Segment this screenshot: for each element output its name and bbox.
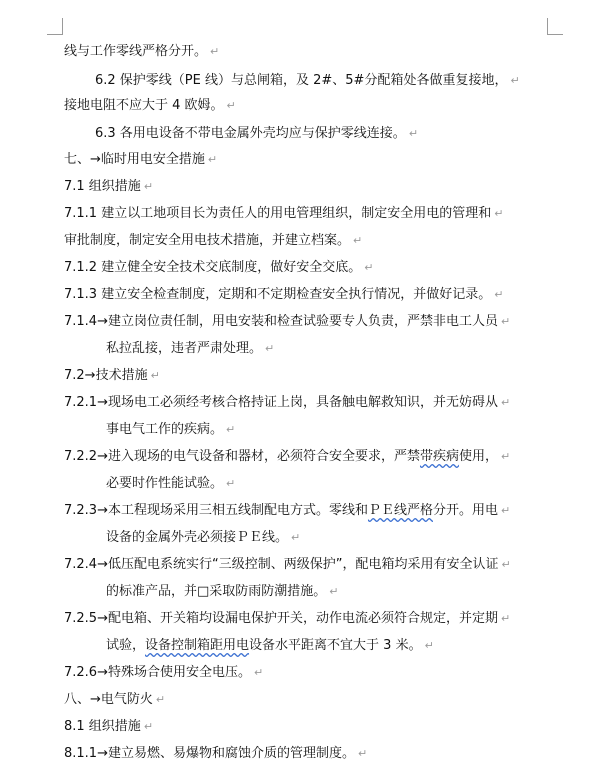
- line-text: 7.1.1 建立以工地项目长为责任人的用电管理组织，制定安全用电的管理和: [64, 206, 492, 221]
- paragraph-mark-icon: ↵: [501, 504, 511, 517]
- document-line: [64, 286, 503, 304]
- paragraph-mark-icon: ↵: [510, 74, 520, 87]
- paragraph-mark-icon: ↵: [357, 747, 368, 760]
- document-line: [64, 394, 510, 412]
- line-text: 事电气工作的疾病。: [106, 422, 224, 437]
- document-line: [64, 718, 153, 736]
- line-text: 必要时作性能试验。: [106, 476, 224, 491]
- paragraph-mark-icon: ↵: [226, 99, 236, 112]
- document-line: [64, 691, 165, 709]
- paragraph-mark-icon: ↵: [494, 207, 504, 220]
- paragraph-mark-icon: ↵: [150, 369, 160, 382]
- document-line: [106, 529, 300, 547]
- paragraph-mark-icon: ↵: [291, 531, 301, 544]
- paragraph-mark-icon: ↵: [207, 153, 218, 166]
- line-text: 8.1 组织措施: [64, 719, 141, 734]
- document-line: [64, 151, 217, 169]
- line-text: 7.2.5→配电箱、开关箱均设漏电保护开关，动作电流必须符合规定，并定期: [64, 611, 498, 626]
- paragraph-mark-icon: ↵: [226, 423, 236, 436]
- document-line: [64, 556, 511, 574]
- paragraph-mark-icon: ↵: [364, 261, 374, 274]
- document-line: [106, 475, 235, 493]
- line-text: 7.2→技术措施: [64, 368, 148, 383]
- document-line: [64, 745, 367, 763]
- line-text: 七、→临时用电安全措施: [64, 152, 205, 167]
- crop-mark-top-right-h: [547, 34, 563, 35]
- line-text: 私拉乱接，违者严肃处理。: [106, 341, 263, 356]
- paragraph-mark-icon: ↵: [226, 477, 236, 490]
- line-text: 7.1.4→建立岗位责任制，用电安装和检查试验要专人负责，严禁非电工人员: [64, 314, 498, 329]
- document-line: [106, 583, 339, 601]
- document-line: [106, 421, 235, 439]
- document-line: [64, 232, 362, 250]
- paragraph-mark-icon: ↵: [253, 666, 264, 679]
- document-line: [64, 43, 219, 61]
- paragraph-mark-icon: ↵: [265, 342, 275, 355]
- line-text: 7.2.6→特殊场合使用安全电压。: [64, 665, 251, 680]
- paragraph-mark-icon: ↵: [155, 693, 166, 706]
- line-text: 8.1.1→建立易燃、易爆物和腐蚀介质的管理制度。: [64, 746, 355, 761]
- line-text: 设备的金属外壳必须接ＰＥ线。: [106, 530, 289, 545]
- paragraph-mark-icon: ↵: [143, 180, 154, 193]
- line-text: 接地电阻不应大于 4 欧姆。: [64, 98, 224, 113]
- paragraph-mark-icon: ↵: [329, 585, 339, 598]
- document-line: [64, 205, 503, 223]
- line-text: 的标准产品，并□采取防雨防潮措施。: [106, 584, 327, 599]
- crop-mark-top-left-h: [47, 34, 63, 35]
- document-line: [64, 448, 510, 466]
- paragraph-mark-icon: ↵: [210, 45, 220, 58]
- crop-mark-top-right: [547, 18, 548, 34]
- paragraph-mark-icon: ↵: [500, 315, 511, 328]
- line-text: 7.1.3 建立安全检查制度，定期和不定期检查安全执行情况，并做好记录。: [64, 287, 492, 302]
- document-line: [64, 367, 160, 385]
- document-line: [106, 340, 274, 358]
- line-text: 7.1.2 建立健全安全技术交底制度，做好安全交底。: [64, 260, 362, 275]
- line-text: 7.1 组织措施: [64, 179, 141, 194]
- paragraph-mark-icon: ↵: [143, 720, 154, 733]
- line-text: 7.2.2→进入现场的电气设备和器材，必须符合安全要求，严禁带疾病使用，: [64, 449, 499, 464]
- document-line: [64, 178, 153, 196]
- document-line: [95, 125, 418, 143]
- crop-mark-top-left: [62, 18, 63, 34]
- paragraph-mark-icon: ↵: [494, 288, 504, 301]
- paragraph-mark-icon: ↵: [500, 396, 511, 409]
- line-text: 7.2.4→低压配电系统实行“三级控制、两级保护”，配电箱均采用有安全认证: [64, 557, 499, 572]
- line-text: 试验，设备控制箱距用电设备水平距离不宜大于 3 米。: [106, 638, 422, 653]
- paragraph-mark-icon: ↵: [353, 234, 363, 247]
- paragraph-mark-icon: ↵: [408, 127, 419, 140]
- line-text: 线与工作零线严格分开。: [64, 44, 208, 59]
- line-text: 八、→电气防火: [64, 692, 153, 707]
- document-line: [64, 97, 236, 115]
- paragraph-mark-icon: ↵: [424, 639, 434, 652]
- line-text: 7.2.1→现场电工必须经考核合格持证上岗，具备触电解救知识，并无妨碍从: [64, 395, 498, 410]
- document-line: [64, 502, 510, 520]
- document-line: [95, 72, 520, 90]
- line-text: 审批制度，制定安全用电技术措施，并建立档案。: [64, 233, 351, 248]
- document-line: [64, 664, 263, 682]
- document-line: [106, 637, 434, 655]
- paragraph-mark-icon: ↵: [501, 450, 511, 463]
- line-text: 7.2.3→本工程现场采用三相五线制配电方式。零线和ＰＥ线严格分开。用电: [64, 503, 499, 518]
- line-text: 6.2 保护零线（PE 线）与总闸箱，及 2#、5#分配箱处各做重复接地，: [95, 73, 508, 88]
- paragraph-mark-icon: ↵: [500, 612, 511, 625]
- document-line: [64, 259, 373, 277]
- document-line: [64, 313, 510, 331]
- paragraph-mark-icon: ↵: [501, 558, 511, 571]
- line-text: 6.3 各用电设备不带电金属外壳均应与保护零线连接。: [95, 126, 406, 141]
- document-line: [64, 610, 510, 628]
